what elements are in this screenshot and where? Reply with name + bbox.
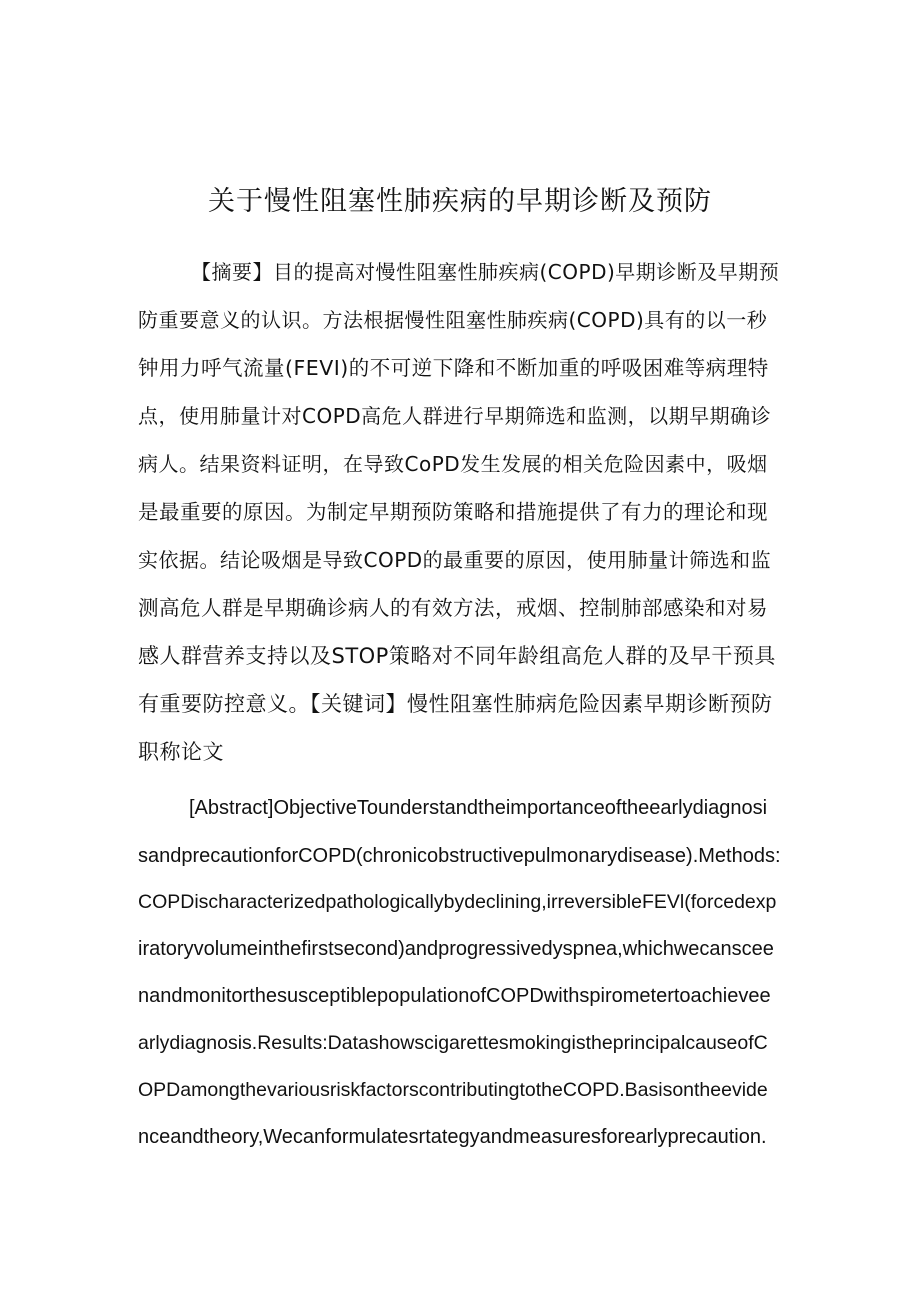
abstract-cn-line: 防重要意义的认识。方法根据慢性阻塞性肺疾病(COPD)具有的以一秒 [138, 308, 768, 332]
abstract-en-line: nceandtheory,Wecanformulatesrtategyandmeasuresforearlyprecaution. [138, 1126, 767, 1148]
abstract-cn-line: 点，使用肺量计对COPD高危人群进行早期筛选和监测，以期早期确诊 [138, 404, 772, 428]
paper-title: 关于慢性阻塞性肺疾病的早期诊断及预防 [208, 186, 712, 217]
abstract-cn-line: 有重要防控意义。【关键词】慢性阻塞性肺病危险因素早期诊断预防 [138, 692, 773, 716]
keywords-tail: 职称论文 [138, 740, 224, 764]
abstract-cn-line: 是最重要的原因。为制定早期预防策略和措施提供了有力的理论和现 [138, 500, 768, 524]
abstract-en-line: COPDischaracterizedpathologicallybydeclining,irreversibleFEVl(forcedexp [138, 891, 777, 913]
abstract-cn-line: 测高危人群是早期确诊病人的有效方法，戒烟、控制肺部感染和对易 [138, 596, 768, 620]
abstract-cn-line: 【摘要】目的提高对慢性阻塞性肺疾病(COPD)早期诊断及早期预 [191, 260, 780, 284]
abstract-cn-line: 实依据。结论吸烟是导致COPD的最重要的原因，使用肺量计筛选和监 [138, 548, 772, 572]
abstract-en-line: nandmonitorthesusceptiblepopulationofCOPDwithspirometertoachievee [138, 985, 771, 1007]
abstract-cn-line: 感人群营养支持以及STOP策略对不同年龄组高危人群的及早干预具 [138, 644, 776, 668]
abstract-en-line: [Abstract]ObjectiveTounderstandtheimportanceoftheearlydiagnosi [189, 797, 768, 819]
abstract-cn-line: 钟用力呼气流量(FEVI)的不可逆下降和不断加重的呼吸困难等病理特 [138, 356, 769, 380]
abstract-en-line: arlydiagnosis.Results:DatashowscigarettesmokingistheprincipalcauseofC [138, 1032, 768, 1054]
abstract-en-line: iratoryvolumeinthefirstsecond)andprogressivedyspnea,whichwecanscee [138, 938, 774, 960]
abstract-en-line: OPDamongthevariousriskfactorscontributingtotheCOPD.Basisontheevide [138, 1079, 768, 1101]
abstract-en-line: sandprecautionforCOPD(chronicobstructivepulmonarydisease).Methods: [138, 845, 781, 867]
abstract-cn-line: 病人。结果资料证明，在导致CoPD发生发展的相关危险因素中，吸烟 [138, 452, 768, 476]
